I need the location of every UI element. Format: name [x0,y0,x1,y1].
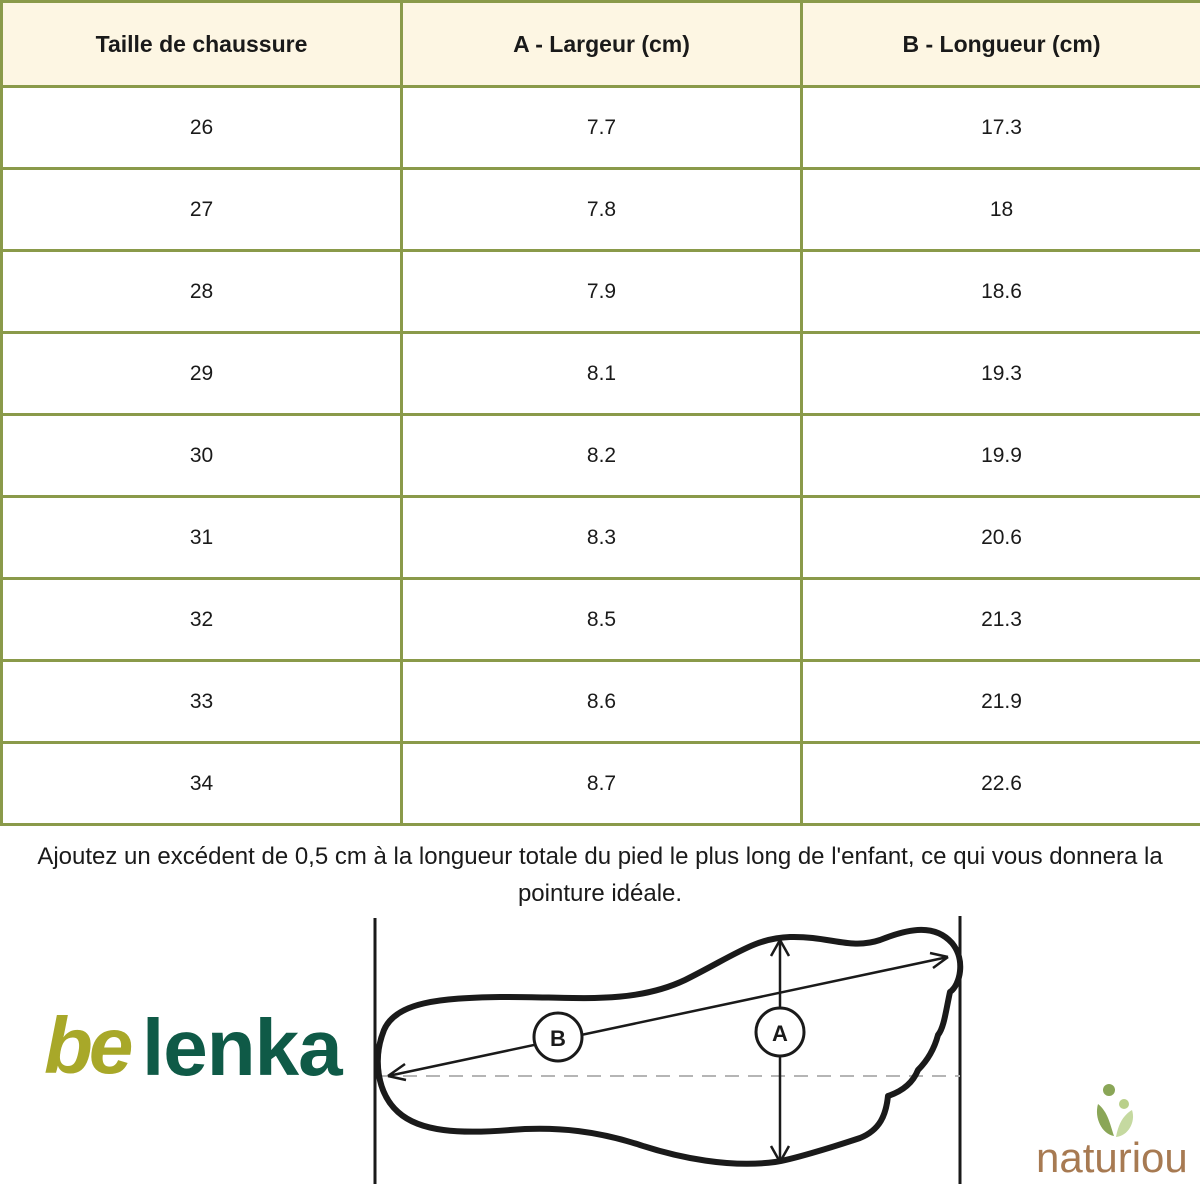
cell-length: 22.6 [802,743,1200,825]
be-logo-text: be [44,1001,130,1090]
header-length: B - Longueur (cm) [802,2,1200,87]
cell-width: 8.2 [402,415,802,497]
cell-width: 8.3 [402,497,802,579]
cell-width: 7.9 [402,251,802,333]
cell-size: 28 [2,251,402,333]
cell-length: 18.6 [802,251,1200,333]
foot-outline [378,930,960,1164]
table-row [2,743,1200,825]
header-width: A - Largeur (cm) [402,2,802,87]
cell-length: 19.3 [802,333,1200,415]
cell-size: 27 [2,169,402,251]
cell-size: 33 [2,661,402,743]
cell-size: 32 [2,579,402,661]
cell-size: 29 [2,333,402,415]
table-row [2,333,1200,415]
table-row [2,661,1200,743]
cell-size: 34 [2,743,402,825]
table-row [2,579,1200,661]
cell-size: 26 [2,87,402,169]
label-b-text: B [550,1026,566,1051]
cell-width: 8.1 [402,333,802,415]
naturiou-logo [1036,1082,1186,1182]
cell-width: 7.7 [402,87,802,169]
naturiou-logo-text: naturiou [1036,1134,1188,1181]
table-header-row [2,2,1200,87]
cell-length: 21.3 [802,579,1200,661]
cell-length: 19.9 [802,415,1200,497]
cell-length: 17.3 [802,87,1200,169]
be-lenka-logo [44,1000,354,1090]
cell-length: 18 [802,169,1200,251]
length-b-arrow-line [388,957,948,1076]
cell-width: 7.8 [402,169,802,251]
table-row [2,87,1200,169]
table-row [2,415,1200,497]
sizing-note: Ajoutez un excédent de 0,5 cm à la longueur totale du pied le plus long de l'enfant, ce qui vous donnera la pointure idéale. [37,843,1163,907]
cell-width: 8.6 [402,661,802,743]
table-row [2,169,1200,251]
leaf-family-icon [1088,1082,1138,1140]
label-a-text: A [772,1021,788,1046]
cell-length: 20.6 [802,497,1200,579]
cell-size: 31 [2,497,402,579]
header-shoe-size: Taille de chaussure [2,2,402,87]
cell-width: 8.7 [402,743,802,825]
table-row [2,251,1200,333]
cell-length: 21.9 [802,661,1200,743]
table-row [2,497,1200,579]
lenka-logo-text: lenka [142,1003,342,1092]
cell-width: 8.5 [402,579,802,661]
foot-measurement-diagram [360,910,980,1190]
cell-size: 30 [2,415,402,497]
